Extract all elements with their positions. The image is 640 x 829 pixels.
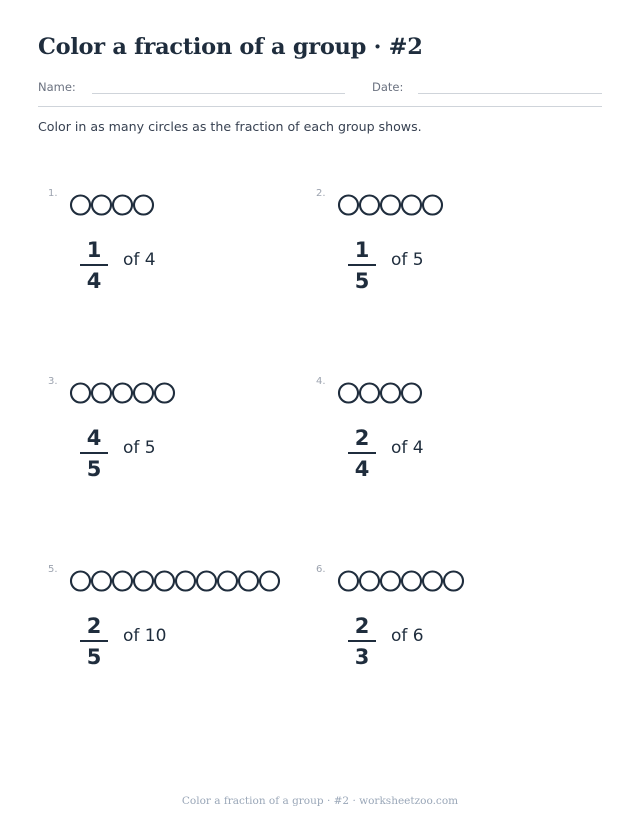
group-circle[interactable] — [444, 572, 463, 591]
fraction-bar — [80, 640, 108, 642]
group-circle[interactable] — [360, 196, 379, 215]
problem-6 — [316, 564, 576, 704]
group-size-text: of 6 — [391, 626, 424, 646]
problem-number: 4. — [316, 376, 326, 387]
fraction-bar — [348, 452, 376, 454]
page-title: Color a fraction of a group · #2 — [38, 34, 423, 60]
problem-1 — [48, 188, 308, 328]
fraction-bar — [348, 264, 376, 266]
group-circle[interactable] — [134, 572, 153, 591]
problem-4 — [316, 376, 576, 516]
group-circle[interactable] — [423, 196, 442, 215]
group-circle[interactable] — [402, 384, 421, 403]
fraction-denominator: 5 — [354, 269, 370, 293]
problem-number: 6. — [316, 564, 326, 575]
fraction-bar — [80, 452, 108, 454]
fraction-denominator: 4 — [354, 457, 370, 481]
problem-number: 5. — [48, 564, 58, 575]
group-circle[interactable] — [339, 384, 358, 403]
group-circle[interactable] — [176, 572, 195, 591]
group-circle[interactable] — [197, 572, 216, 591]
group-circle[interactable] — [71, 196, 90, 215]
date-field-line[interactable] — [418, 93, 602, 94]
group-circle[interactable] — [155, 572, 174, 591]
problem-number: 3. — [48, 376, 58, 387]
group-circle[interactable] — [134, 384, 153, 403]
group-circle[interactable] — [92, 572, 111, 591]
fraction-bar — [348, 640, 376, 642]
circle-group — [69, 381, 176, 405]
problem-number: 1. — [48, 188, 58, 199]
group-circle[interactable] — [402, 196, 421, 215]
group-circle[interactable] — [402, 572, 421, 591]
circle-group — [69, 569, 281, 593]
group-circle[interactable] — [360, 572, 379, 591]
circle-group — [69, 193, 155, 217]
group-circle[interactable] — [113, 196, 132, 215]
fraction — [348, 614, 376, 669]
group-circle[interactable] — [134, 196, 153, 215]
group-circle[interactable] — [381, 196, 400, 215]
fraction — [80, 426, 108, 481]
group-circle[interactable] — [113, 384, 132, 403]
group-circle[interactable] — [339, 196, 358, 215]
circle-group — [337, 193, 444, 217]
group-size-text: of 4 — [123, 250, 156, 270]
group-size-text: of 5 — [391, 250, 424, 270]
fraction-denominator: 5 — [86, 645, 102, 669]
group-circle[interactable] — [92, 196, 111, 215]
name-label: Name: — [38, 80, 76, 94]
group-circle[interactable] — [218, 572, 237, 591]
header-divider — [38, 106, 602, 107]
group-size-text: of 4 — [391, 438, 424, 458]
group-circle[interactable] — [381, 384, 400, 403]
fraction-numerator: 4 — [86, 426, 102, 450]
group-circle[interactable] — [339, 572, 358, 591]
fraction-numerator: 2 — [354, 614, 370, 638]
circle-group — [337, 381, 423, 405]
group-circle[interactable] — [239, 572, 258, 591]
group-circle[interactable] — [113, 572, 132, 591]
fraction — [80, 238, 108, 293]
fraction — [348, 238, 376, 293]
group-circle[interactable] — [360, 384, 379, 403]
fraction-numerator: 2 — [354, 426, 370, 450]
fraction — [80, 614, 108, 669]
group-circle[interactable] — [92, 384, 111, 403]
name-field-line[interactable] — [92, 93, 345, 94]
group-circle[interactable] — [155, 384, 174, 403]
group-circle[interactable] — [71, 384, 90, 403]
group-circle[interactable] — [423, 572, 442, 591]
problem-5 — [48, 564, 308, 704]
circle-group — [337, 569, 465, 593]
problem-2 — [316, 188, 576, 328]
fraction — [348, 426, 376, 481]
page-footer: Color a fraction of a group · #2 · worksheetzoo.com — [181, 795, 459, 807]
instructions: Color in as many circles as the fraction of each group shows. — [38, 119, 422, 134]
fraction-numerator: 2 — [86, 614, 102, 638]
fraction-denominator: 5 — [86, 457, 102, 481]
problem-3 — [48, 376, 308, 516]
fraction-numerator: 1 — [354, 238, 370, 262]
date-label: Date: — [372, 80, 404, 94]
fraction-bar — [80, 264, 108, 266]
fraction-denominator: 3 — [354, 645, 370, 669]
group-circle[interactable] — [260, 572, 279, 591]
group-size-text: of 10 — [123, 626, 167, 646]
group-circle[interactable] — [71, 572, 90, 591]
group-circle[interactable] — [381, 572, 400, 591]
fraction-denominator: 4 — [86, 269, 102, 293]
group-size-text: of 5 — [123, 438, 156, 458]
fraction-numerator: 1 — [86, 238, 102, 262]
problem-number: 2. — [316, 188, 326, 199]
